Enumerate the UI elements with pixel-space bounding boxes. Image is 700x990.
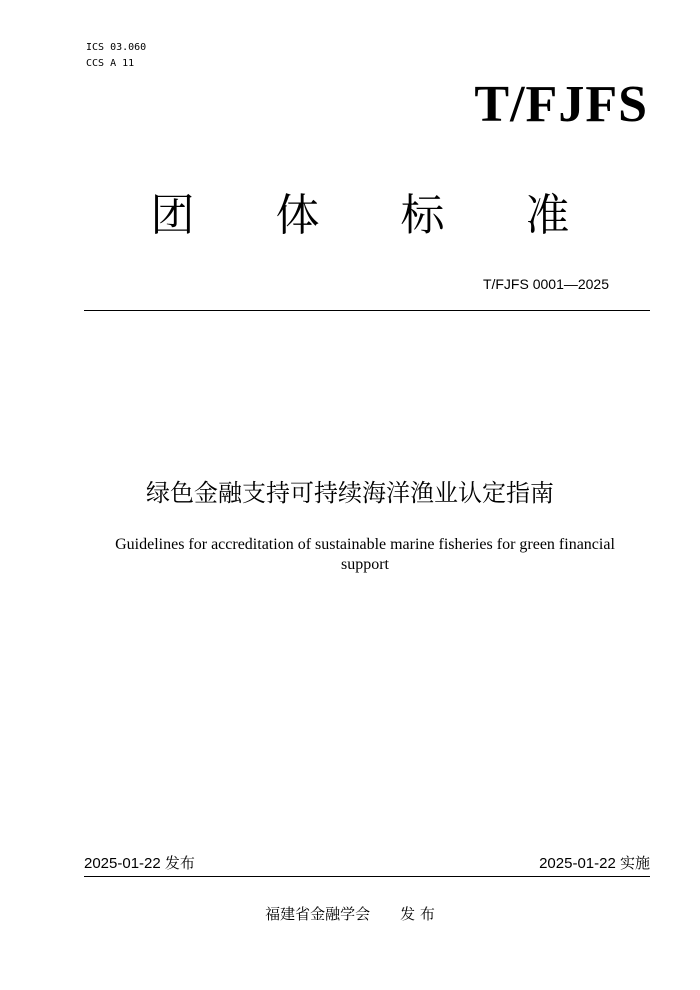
publisher-line [0, 904, 700, 924]
standard-brand-logo: T/FJFS [474, 76, 648, 133]
standard-type-char: 标 [400, 190, 445, 241]
english-title: Guidelines for accreditation of sustainable marine fisheries for green financial support [115, 536, 615, 573]
ics-code: ICS 03.060 [86, 42, 147, 53]
top-divider [84, 310, 650, 311]
publisher-name: 福建省金融学会 [265, 905, 371, 923]
document-number: T/FJFS 0001—2025 [482, 276, 609, 292]
issue-date: 2025-01-22 发布 [84, 855, 195, 872]
standard-type-char: 体 [275, 190, 320, 241]
standard-type-char: 准 [525, 190, 570, 241]
implementation-date: 2025-01-22 实施 [539, 855, 650, 872]
publish-action: 发 布 [400, 905, 435, 923]
ccs-code: CCS A 11 [86, 58, 135, 69]
bottom-divider [84, 876, 650, 877]
chinese-title: 绿色金融支持可持续海洋渔业认定指南 [146, 479, 554, 507]
standard-type-heading [110, 188, 610, 244]
classification-codes [86, 41, 146, 73]
standard-type-char: 团 [150, 190, 195, 241]
